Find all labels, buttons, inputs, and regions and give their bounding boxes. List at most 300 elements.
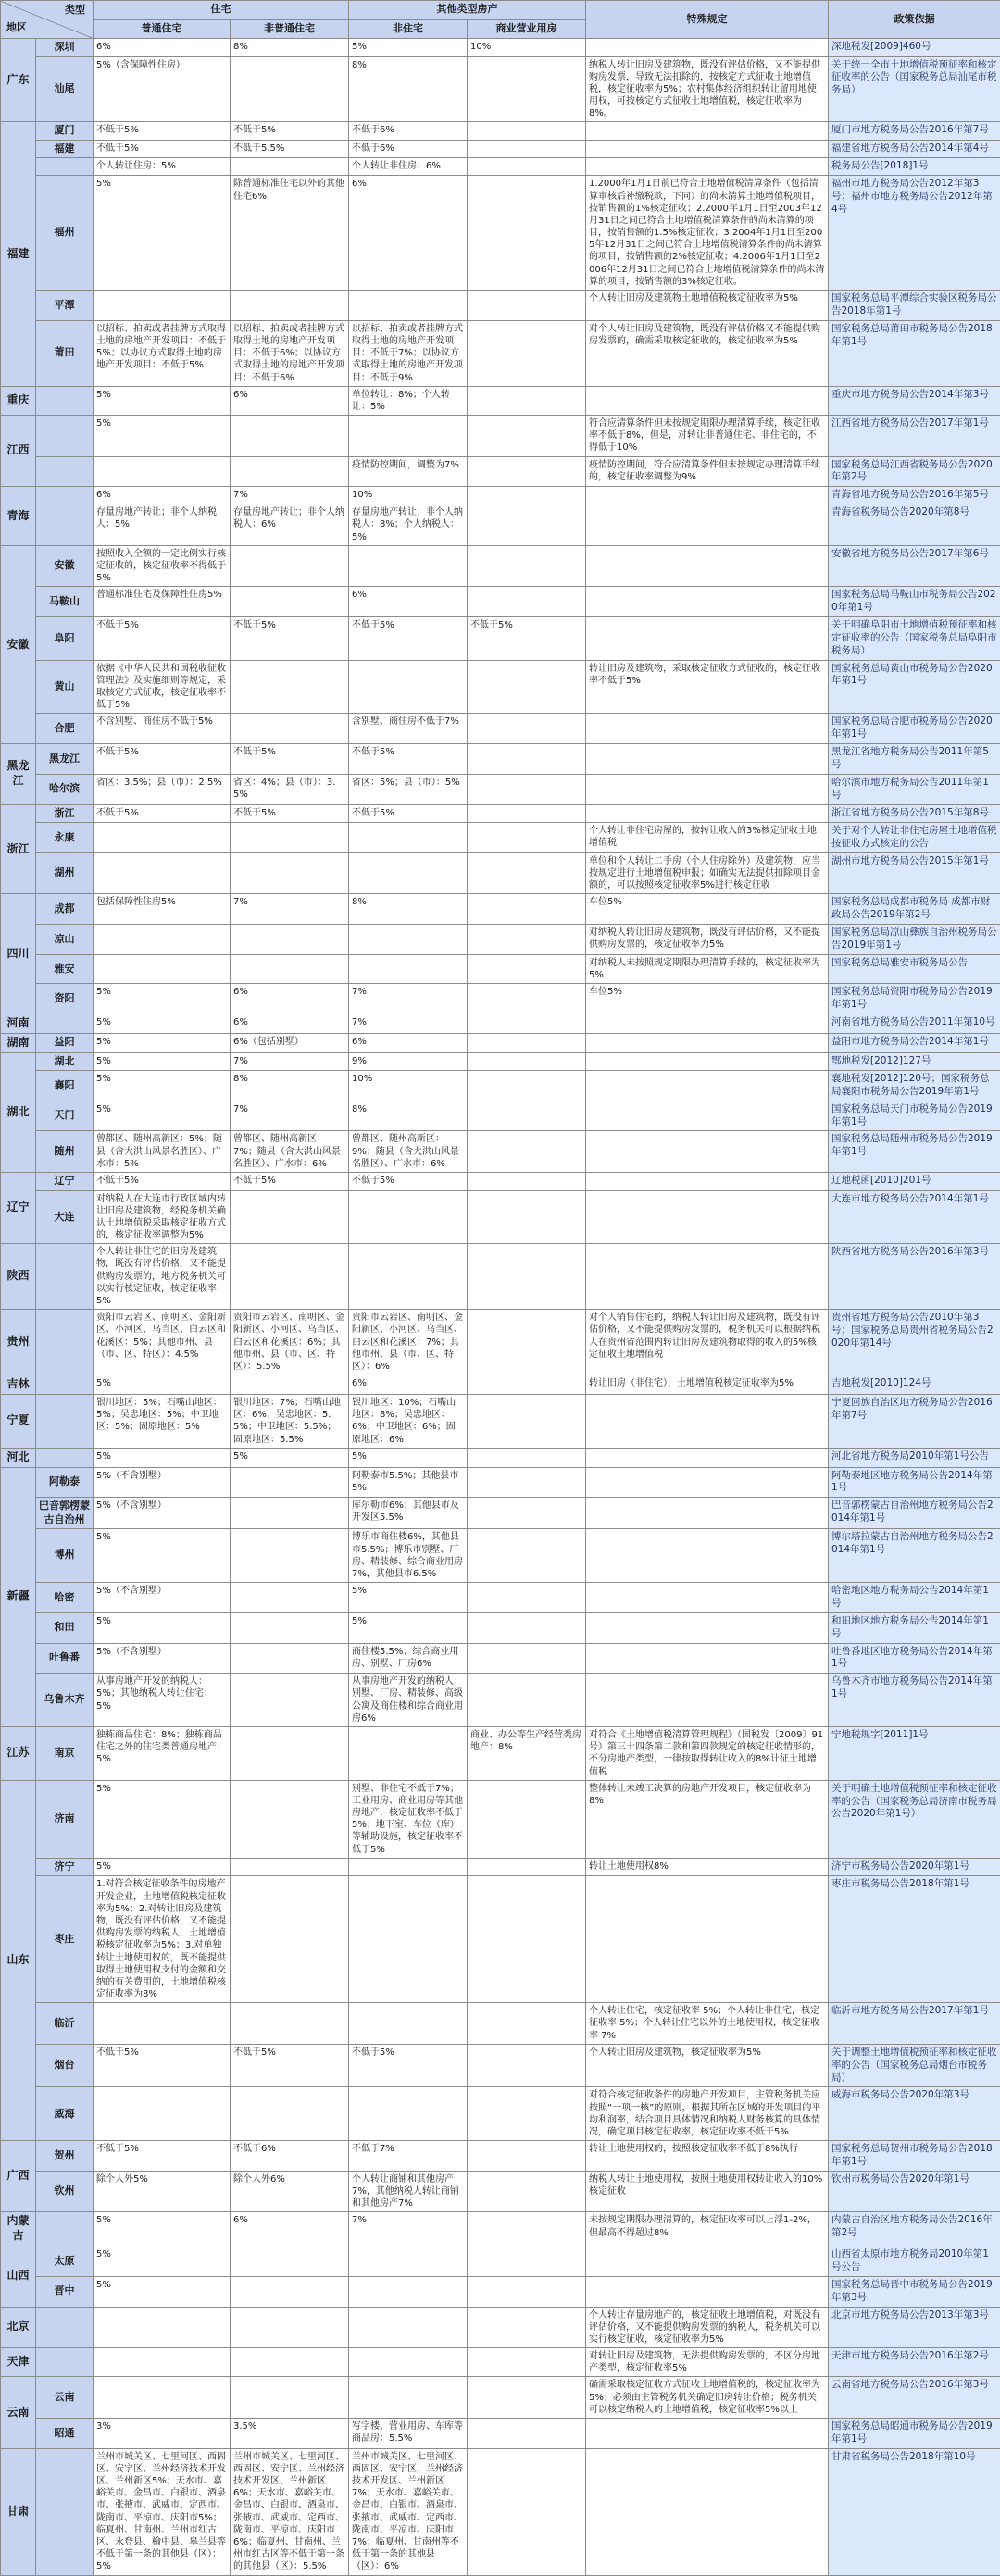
nonordinary-cell: [231, 456, 349, 487]
commercial-cell: [468, 1467, 586, 1498]
policy-cell: 哈尔滨市地方税务局公告2011年第1号: [829, 774, 1000, 804]
nonres-cell: 库尔勒市6%；其他县市及开发区5.5%: [349, 1498, 468, 1529]
commercial-cell: [468, 1014, 586, 1033]
table-row: [1, 2307, 1000, 2348]
special-cell: [586, 714, 829, 744]
table-row: [1, 2141, 1000, 2172]
nonordinary-cell: 不低于5%: [231, 804, 349, 823]
commercial-cell: [468, 386, 586, 415]
commercial-cell: [468, 1876, 586, 2003]
nonres-cell: 5%: [349, 1612, 468, 1643]
nonordinary-cell: [231, 1876, 349, 2003]
city-cell: [36, 1014, 94, 1033]
table-row: [1, 1395, 1000, 1449]
commercial-cell: [468, 744, 586, 775]
ordinary-cell: [94, 456, 231, 487]
ordinary-cell: [94, 2307, 231, 2348]
ordinary-cell: 不低于5%: [94, 804, 231, 823]
nonordinary-cell: [231, 714, 349, 744]
ordinary-cell: 5%: [94, 1101, 231, 1131]
city-cell: 福建: [36, 140, 94, 158]
commercial-cell: [468, 984, 586, 1014]
city-cell: 济宁: [36, 1858, 94, 1876]
city-cell: 黄山: [36, 660, 94, 714]
table-row: [1, 1190, 1000, 1244]
nonordinary-cell: [231, 1643, 349, 1674]
nonres-cell: 商住楼5.5%；综合商业用房、别墅、厂房6%: [349, 1643, 468, 1674]
city-cell: 哈密: [36, 1583, 94, 1613]
special-cell: [586, 1612, 829, 1643]
nonres-cell: 8%: [349, 894, 468, 925]
policy-basis-header: 政策依据: [829, 1, 1000, 39]
table-row: [1, 984, 1000, 1014]
policy-cell: 和田地区地方税务局公告2014年第1号: [829, 1612, 1000, 1643]
table-row: [1, 1674, 1000, 1727]
policy-cell: 关于调整土地增值税预征率和核定征收率的公告（国家税务总局烟台市税务局）: [829, 2044, 1000, 2087]
table-row: [1, 823, 1000, 853]
ordinary-cell: 独栋商品住宅：8%；独栋商品住宅之外的住宅类普通房地产：5%: [94, 1726, 231, 1780]
policy-cell: 博尔塔拉蒙古自治州地方税务局公告2014年第1号: [829, 1529, 1000, 1583]
nonres-cell: 以招标、拍卖或者挂牌方式取得土地的房地产开发项目：不低于7%；以协议方式取得土地的房地产开发项目：不低于9%: [349, 320, 468, 386]
nonres-cell: 兰州市城关区、七里河区、西固区、安宁区、兰州经济技术开发区、兰州新区7%；天水市、嘉峪关市、金昌市、白银市、酒泉市、张掖市、武威市、定西市、陇南市、平凉市、庆阳市7%；临夏州、甘南州等不低于第一条的其他县（区）：6%: [349, 2448, 468, 2575]
province-cell: 浙江: [1, 804, 36, 894]
nonordinary-cell: [231, 925, 349, 955]
nonordinary-cell: 不低于5%: [231, 1173, 349, 1191]
nonordinary-cell: [231, 587, 349, 617]
commercial-cell: [468, 2419, 586, 2449]
ordinary-cell: 个人转让住房：5%: [94, 158, 231, 176]
nonres-cell: [349, 2087, 468, 2141]
region-label: 地区: [6, 21, 27, 35]
city-cell: 济南: [36, 1780, 94, 1858]
special-cell: 个人转让旧房及建筑物土地增值税核定征收率为5%: [586, 291, 829, 321]
table-row: [1, 1375, 1000, 1395]
nonordinary-cell: 存量房地产转让；非个人纳税人：6%: [231, 504, 349, 546]
commercial-cell: [468, 158, 586, 176]
table-row: [1, 1131, 1000, 1173]
special-cell: [586, 487, 829, 504]
nonordinary-residential-header: 非普通住宅: [231, 19, 349, 39]
table-row: [1, 1858, 1000, 1876]
table-row: [1, 416, 1000, 457]
nonres-cell: 不低于5%: [349, 804, 468, 823]
special-cell: 符合应清算条件但未按规定期限办理清算手续，核定征收率不低于8%，但是，对转让非普通住宅、非住宅的，不得低于10%: [586, 416, 829, 457]
nonres-cell: 7%: [349, 2212, 468, 2246]
nonres-cell: 不低于5%: [349, 1173, 468, 1191]
ordinary-cell: 以招标、拍卖或者挂牌方式取得土地的房地产开发项目：不低于5%；以协议方式取得土地的房地产开发项目：不低于5%: [94, 320, 231, 386]
nonordinary-cell: [231, 545, 349, 587]
special-cell: [586, 1395, 829, 1449]
nonres-cell: [349, 1726, 468, 1780]
commercial-cell: [468, 320, 586, 386]
province-cell: 广西: [1, 2141, 36, 2212]
table-row: [1, 1071, 1000, 1101]
province-cell: 河北: [1, 1448, 36, 1467]
nonordinary-cell: [231, 1583, 349, 1613]
table-row: [1, 1052, 1000, 1071]
province-cell: 新疆: [1, 1467, 36, 1726]
special-cell: [586, 1467, 829, 1498]
table-row: [1, 504, 1000, 546]
nonordinary-cell: [231, 1467, 349, 1498]
table-row: [1, 852, 1000, 894]
policy-cell: 国家税务总局资阳市税务局公告2019年第1号: [829, 984, 1000, 1014]
nonres-cell: 别墅、非住宅不低于7%；工业用房、商业用房等其他房地产，核定征收率不低于5%；地下室、车位（库）等辅助设施，核定征收率不低于5%: [349, 1780, 468, 1858]
special-cell: [586, 39, 829, 57]
ordinary-cell: 5%: [94, 1612, 231, 1643]
commercial-cell: [468, 1583, 586, 1613]
nonordinary-cell: [231, 2087, 349, 2141]
ordinary-cell: 5%: [94, 1375, 231, 1395]
nonordinary-cell: [231, 291, 349, 321]
commercial-cell: [468, 504, 586, 546]
commercial-cell: [468, 2246, 586, 2277]
nonres-cell: 博乐市商住楼6%，其他县市5.5%；博乐市别墅、厂房、精装修、综合商业用房7%，其他县市6.5%: [349, 1529, 468, 1583]
table-row: [1, 386, 1000, 415]
commercial-cell: [468, 1780, 586, 1858]
ordinary-cell: 6%: [94, 487, 231, 504]
province-cell: 山东: [1, 1780, 36, 2140]
city-cell: 大连: [36, 1190, 94, 1244]
nonordinary-cell: [231, 1726, 349, 1780]
nonordinary-cell: [231, 1244, 349, 1310]
province-cell: 青海: [1, 487, 36, 545]
special-cell: 个人转让非住宅房屋的，按转让收入的3%核定征收土地增值税: [586, 823, 829, 853]
policy-cell: 河南省地方税务局公告2011年第10号: [829, 1014, 1000, 1033]
ordinary-cell: 不低于5%: [94, 122, 231, 141]
table-row: [1, 2348, 1000, 2377]
special-cell: 对纳税人未按照规定期限办理清算手续的，核定征收率为5%: [586, 954, 829, 983]
city-cell: 浙江: [36, 804, 94, 823]
type-region-header: [1, 1, 94, 39]
commercial-cell: [468, 1643, 586, 1674]
ordinary-cell: 1.对符合核定征收条件的房地产开发企业，土地增值税核定征收率为5%；2.对转让旧房及建筑物，既没有评估价格，又不能提供购房发票的纳税人，土地增值税核定征收率为5%；3.对单独转让土地使用权的，既不能提供取得土地使用权支付的金额和交纳的有关费用的，土地增值税核定征收率为8%: [94, 1876, 231, 2003]
city-cell: [36, 2307, 94, 2348]
commercial-cell: [468, 804, 586, 823]
commercial-cell: [468, 1310, 586, 1375]
policy-cell: 国家税务总局马鞍山市税务局公告2020年第1号: [829, 587, 1000, 617]
nonres-cell: 个人转让商铺和其他房产7%，其他纳税人转让商铺和其他房产7%: [349, 2171, 468, 2212]
commercial-cell: [468, 1858, 586, 1876]
city-cell: 烟台: [36, 2044, 94, 2087]
nonres-cell: 曾都区、随州高新区：9%；随县（含大洪山风景名胜区）、广水市：6%: [349, 1131, 468, 1173]
nonres-cell: 10%: [349, 487, 468, 504]
nonres-cell: 9%: [349, 1052, 468, 1071]
city-cell: 云南: [36, 2377, 94, 2419]
nonordinary-cell: 贵阳市云岩区、南明区、金阳新区、小河区、乌当区、白云区和花溪区：6%；其他市州、县（市、区、特区）：5.5%: [231, 1310, 349, 1375]
policy-cell: 福建省地方税务局公告2014年第4号: [829, 140, 1000, 158]
special-cell: 对符合《土地增值税清算管理规程》（国税发〔2009〕91号）第三十四条第二款和第四款规定的核定征收情形的，不分房地产类型，一律按取得转让收入的8%计征土地增值税: [586, 1726, 829, 1780]
table-row: [1, 660, 1000, 714]
policy-cell: 浙江省地方税务局公告2015年第8号: [829, 804, 1000, 823]
special-cell: 纳税人转让旧房及建筑物，既没有评估价格，又不能提供购房发票，导致无法扣除的，按核定方式征收土地增值税，核定征收率为5%；农村集体经济组织转让留用地使用权，可按核定方式征收土地增值税，核定征收率为8%。: [586, 56, 829, 122]
ordinary-cell: [94, 852, 231, 894]
nonordinary-cell: [231, 823, 349, 853]
special-cell: [586, 804, 829, 823]
table-row: [1, 176, 1000, 291]
commercial-cell: [468, 2276, 586, 2307]
nonres-cell: [349, 1858, 468, 1876]
nonordinary-cell: 6%: [231, 386, 349, 415]
policy-cell: 深地税发[2009]460号: [829, 39, 1000, 57]
table-row: [1, 925, 1000, 955]
table-row: [1, 291, 1000, 321]
special-cell: [586, 1643, 829, 1674]
nonordinary-cell: 不低于5%: [231, 617, 349, 661]
nonordinary-cell: [231, 1780, 349, 1858]
city-cell: 成都: [36, 894, 94, 925]
nonordinary-cell: [231, 2276, 349, 2307]
special-cell: [586, 545, 829, 587]
nonres-cell: [349, 954, 468, 983]
nonordinary-cell: [231, 1858, 349, 1876]
ordinary-cell: 5%: [94, 416, 231, 457]
nonres-cell: 不低于5%: [349, 617, 468, 661]
nonres-cell: 贵阳市云岩区、南明区、金阳新区、小河区、乌当区、白云区和花溪区：7%；其他市州、县（市、区、特区）：6%: [349, 1310, 468, 1375]
ordinary-cell: 对纳税人在大连市行政区域内转让旧房及建筑物，经税务机关确认土地增值税采取核定征收方式的，核定征收率调整为5%: [94, 1190, 231, 1244]
city-cell: [36, 1448, 94, 1467]
nonordinary-cell: 不低于6%: [231, 2141, 349, 2172]
nonordinary-cell: [231, 852, 349, 894]
special-cell: 整体转让未竣工决算的房地产开发项目，核定征收率为8%: [586, 1780, 829, 1858]
table-row: [1, 158, 1000, 176]
city-cell: 钦州: [36, 2171, 94, 2212]
nonres-cell: 从事房地产开发的纳税人：别墅、厂房、精装修、高级公寓及商住楼和综合商业用房6%: [349, 1674, 468, 1727]
nonres-cell: 不低于7%: [349, 2141, 468, 2172]
commercial-cell: [468, 823, 586, 853]
policy-cell: 辽地税函[2010]201号: [829, 1173, 1000, 1191]
ordinary-cell: 从事房地产开发的纳税人：5%；其他纳税人转让住宅：5%: [94, 1674, 231, 1727]
commercial-cell: [468, 714, 586, 744]
nonordinary-cell: [231, 2003, 349, 2045]
special-cell: [586, 158, 829, 176]
table-row: [1, 1244, 1000, 1310]
ordinary-cell: [94, 2003, 231, 2045]
table-row: [1, 1014, 1000, 1033]
nonres-cell: [349, 852, 468, 894]
nonresidential-header: 非住宅: [349, 19, 468, 39]
policy-cell: 宁地税规字[2011]1号: [829, 1726, 1000, 1780]
nonordinary-cell: [231, 2307, 349, 2348]
city-cell: 威海: [36, 2087, 94, 2141]
commercial-cell: [468, 176, 586, 291]
policy-cell: 关于明确土地增值税预征率和核定征收率的公告（国家税务总局济南市税务局公告2020年第1号）: [829, 1780, 1000, 1858]
nonordinary-cell: [231, 2348, 349, 2377]
commercial-cell: [468, 1529, 586, 1583]
nonordinary-cell: 7%: [231, 487, 349, 504]
nonordinary-cell: [231, 158, 349, 176]
nonres-cell: [349, 2276, 468, 2307]
table-row: [1, 56, 1000, 122]
special-cell: 对个人销售住宅的，纳税人转让旧房及建筑物，既没有评估价格，又不能提供购房发票的，税务机关可以根据纳税人在贵州省范围内转让旧房及建筑物取得的收入的5%核定征收土地增值税: [586, 1310, 829, 1375]
ordinary-cell: 兰州市城关区、七里河区、西固区、安宁区、兰州经济技术开发区、兰州新区5%；天水市、嘉峪关市、金昌市、白银市、酒泉市、张掖市、武威市、定西市、陇南市、平凉市、庆阳市5%；临夏州、甘南州、兰州市红古区、永登县、榆中县、皋兰县等不低于第一条的其他县（区）：5%: [94, 2448, 231, 2575]
policy-cell: 国家税务总局合肥市税务局公告2020年第1号: [829, 714, 1000, 744]
table-row: [1, 774, 1000, 804]
policy-cell: 陕西省地方税务局公告2016年第3号: [829, 1244, 1000, 1310]
city-cell: [36, 1395, 94, 1449]
special-cell: [586, 1448, 829, 1467]
city-cell: 阿勒泰: [36, 1467, 94, 1498]
commercial-cell: [468, 2212, 586, 2246]
commercial-cell: [468, 56, 586, 122]
nonres-cell: [349, 1244, 468, 1310]
nonres-cell: [349, 823, 468, 853]
nonres-cell: 6%: [349, 176, 468, 291]
commercial-cell: [468, 2348, 586, 2377]
ordinary-cell: 不含别墅、商住房不低于5%: [94, 714, 231, 744]
nonres-cell: 10%: [349, 1071, 468, 1101]
commercial-cell: [468, 2044, 586, 2087]
province-cell: 宁夏: [1, 1395, 36, 1449]
ordinary-cell: 5%（不含别墅）: [94, 1583, 231, 1613]
special-cell: [586, 140, 829, 158]
policy-cell: 国家税务总局凉山彝族自治州税务局公告2019年第1号: [829, 925, 1000, 955]
nonres-cell: 8%: [349, 56, 468, 122]
table-row: [1, 1876, 1000, 2003]
ordinary-cell: 5%（不含别墅）: [94, 1498, 231, 1529]
ordinary-cell: 不低于5%: [94, 744, 231, 775]
table-row: [1, 1101, 1000, 1131]
city-cell: [36, 1244, 94, 1310]
commercial-cell: [468, 1071, 586, 1101]
nonordinary-cell: [231, 954, 349, 983]
special-cell: 疫情防控期间，符合应清算条件但未按规定办理清算手续的，核定征收率调整为9%: [586, 456, 829, 487]
city-cell: [36, 416, 94, 457]
city-cell: 贺州: [36, 2141, 94, 2172]
policy-cell: 大连市地方税务局公告2014年第1号: [829, 1190, 1000, 1244]
special-cell: [586, 774, 829, 804]
nonordinary-cell: [231, 1498, 349, 1529]
nonordinary-cell: [231, 2377, 349, 2419]
special-cell: [586, 2246, 829, 2277]
policy-cell: 重庆市地方税务局公告2014年第3号: [829, 386, 1000, 415]
table-row: [1, 1583, 1000, 1613]
city-cell: 襄阳: [36, 1071, 94, 1101]
ordinary-cell: 银川地区：5%；石嘴山地区：5%；吴忠地区：5%；中卫地区：5%；固原地区：5%: [94, 1395, 231, 1449]
nonres-cell: [349, 2307, 468, 2348]
policy-cell: 巴音郭楞蒙古自治州地方税务局公告2014年第1号: [829, 1498, 1000, 1529]
nonordinary-cell: [231, 2246, 349, 2277]
table-row: [1, 456, 1000, 487]
nonres-cell: 6%: [349, 1375, 468, 1395]
city-cell: 福州: [36, 176, 94, 291]
special-cell: 1.2000年1月1日前已符合土地增值税清算条件（包括清算审核后补缴税款，下同）的尚未清算土地增值税项目，按销售额的1%核定征收；2.2000年1月1日至2003年12月31日之间已符合土地增值税清算条件的尚未清算的项目，按销售额的1.5%核定征收；3.2004年1月1日至2005年12月31日之间已符合土地增值税清算条件的尚未清算的项目，按销售额的2%核定征收；4.2006年1月1日至2006年12月31日之间已符合土地增值税清算条件的尚未清算的项目，按销售额的3%核定征收。: [586, 176, 829, 291]
special-cell: [586, 122, 829, 141]
policy-cell: 国家税务总局随州市税务局公告2019年第1号: [829, 1131, 1000, 1173]
commercial-cell: [468, 954, 586, 983]
special-cell: [586, 1876, 829, 2003]
nonres-cell: 5%: [349, 1583, 468, 1613]
special-cell: [586, 1173, 829, 1191]
province-cell: 重庆: [1, 386, 36, 415]
nonres-cell: [349, 1190, 468, 1244]
ordinary-residential-header: 普通住宅: [94, 19, 231, 39]
ordinary-cell: 5%: [94, 1052, 231, 1071]
special-cell: 转让土地使用权8%: [586, 1858, 829, 1876]
policy-cell: 关于明确阜阳市土地增值税预征率和核定征收率的公告（国家税务总局阜阳市税务局）: [829, 617, 1000, 661]
table-row: [1, 2246, 1000, 2277]
city-cell: 哈尔滨: [36, 774, 94, 804]
ordinary-cell: 6%: [94, 39, 231, 57]
special-cell: [586, 2276, 829, 2307]
table-row: [1, 1310, 1000, 1375]
city-cell: 莆田: [36, 320, 94, 386]
nonordinary-cell: 银川地区：7%；石嘴山地区：6%；吴忠地区：5.5%；中卫地区：5.5%；固原地区：5.5%: [231, 1395, 349, 1449]
commercial-cell: [468, 1033, 586, 1052]
special-cell: [586, 386, 829, 415]
policy-cell: 山西省太原市地方税务局2010年第1号公告: [829, 2246, 1000, 2277]
ordinary-cell: 普通标准住宅及保障性住房5%: [94, 587, 231, 617]
special-cell: [586, 744, 829, 775]
nonordinary-cell: [231, 1612, 349, 1643]
special-cell: 个人转让住宅，核定征收率 5%；个人转让非住宅，核定征收率 5%；个人转让住宅以外的土地使用权，核定征收率 7%: [586, 2003, 829, 2045]
commercial-cell: [468, 456, 586, 487]
table-row: [1, 1612, 1000, 1643]
policy-cell: 乌鲁木齐市地方税务局公告2014年第1号: [829, 1674, 1000, 1727]
nonordinary-cell: 6%（包括别墅）: [231, 1033, 349, 1052]
special-cell: [586, 1071, 829, 1101]
table-row: [1, 1726, 1000, 1780]
policy-cell: 国家税务总局江西省税务局公告2020年第2号: [829, 456, 1000, 487]
commercial-cell: 不低于5%: [468, 617, 586, 661]
city-cell: [36, 1375, 94, 1395]
special-cell: 纳税人转让土地使用权，按照土地使用权转让收入的10%核定征收: [586, 2171, 829, 2212]
province-cell: 湖南: [1, 1033, 36, 1052]
city-cell: [36, 2212, 94, 2246]
city-cell: 临沂: [36, 2003, 94, 2045]
city-cell: 枣庄: [36, 1876, 94, 2003]
city-cell: 南京: [36, 1726, 94, 1780]
nonres-cell: 存量房地产转让；非个人纳税人：8%；个人纳税人：5%: [349, 504, 468, 546]
policy-cell: 天津市地方税务局公告2016年第2号: [829, 2348, 1000, 2377]
commercial-cell: [468, 416, 586, 457]
ordinary-cell: [94, 291, 231, 321]
city-cell: 永康: [36, 823, 94, 853]
nonres-cell: 不低于5%: [349, 744, 468, 775]
special-cell: [586, 1101, 829, 1131]
nonres-cell: [349, 2377, 468, 2419]
city-cell: 吐鲁番: [36, 1643, 94, 1674]
nonres-cell: 6%: [349, 1033, 468, 1052]
table-row: [1, 1033, 1000, 1052]
special-cell: [586, 617, 829, 661]
special-cell: [586, 587, 829, 617]
ordinary-cell: 贵阳市云岩区、南明区、金阳新区、小河区、乌当区、白云区和花溪区：5%；其他市州、县（市、区、特区）：4.5%: [94, 1310, 231, 1375]
table-row: [1, 894, 1000, 925]
table-row: [1, 2044, 1000, 2087]
policy-cell: 关于对个人转让非住宅房屋土地增值税按征收方式核定的公告: [829, 823, 1000, 853]
nonres-cell: [349, 2246, 468, 2277]
policy-cell: 国家税务总局雅安市税务局公告: [829, 954, 1000, 983]
nonres-cell: 阿勒泰市5.5%；其他县市5%: [349, 1467, 468, 1498]
nonordinary-cell: 6%: [231, 1014, 349, 1033]
policy-cell: 北京市地方税务局公告2013年第3号: [829, 2307, 1000, 2348]
table-row: [1, 2003, 1000, 2045]
commercial-cell: [468, 660, 586, 714]
commercial-cell: [468, 2003, 586, 2045]
table-row: [1, 2171, 1000, 2212]
nonordinary-cell: [231, 1190, 349, 1244]
special-cell: 个人转让旧房及建筑物，核定征收率为5%: [586, 2044, 829, 2087]
special-cell: [586, 2419, 829, 2449]
policy-cell: 益阳市地方税务局公告2014年第1号: [829, 1033, 1000, 1052]
city-cell: 雅安: [36, 954, 94, 983]
policy-cell: 国家税务总局晋中市税务局公告2019年第3号: [829, 2276, 1000, 2307]
nonordinary-cell: 7%: [231, 1052, 349, 1071]
ordinary-cell: 依据《中华人民共和国税收征收管理法》及实施细则等规定，采取核定方式征收，核定征收率不低于5%: [94, 660, 231, 714]
nonres-cell: [349, 291, 468, 321]
city-cell: [36, 456, 94, 487]
